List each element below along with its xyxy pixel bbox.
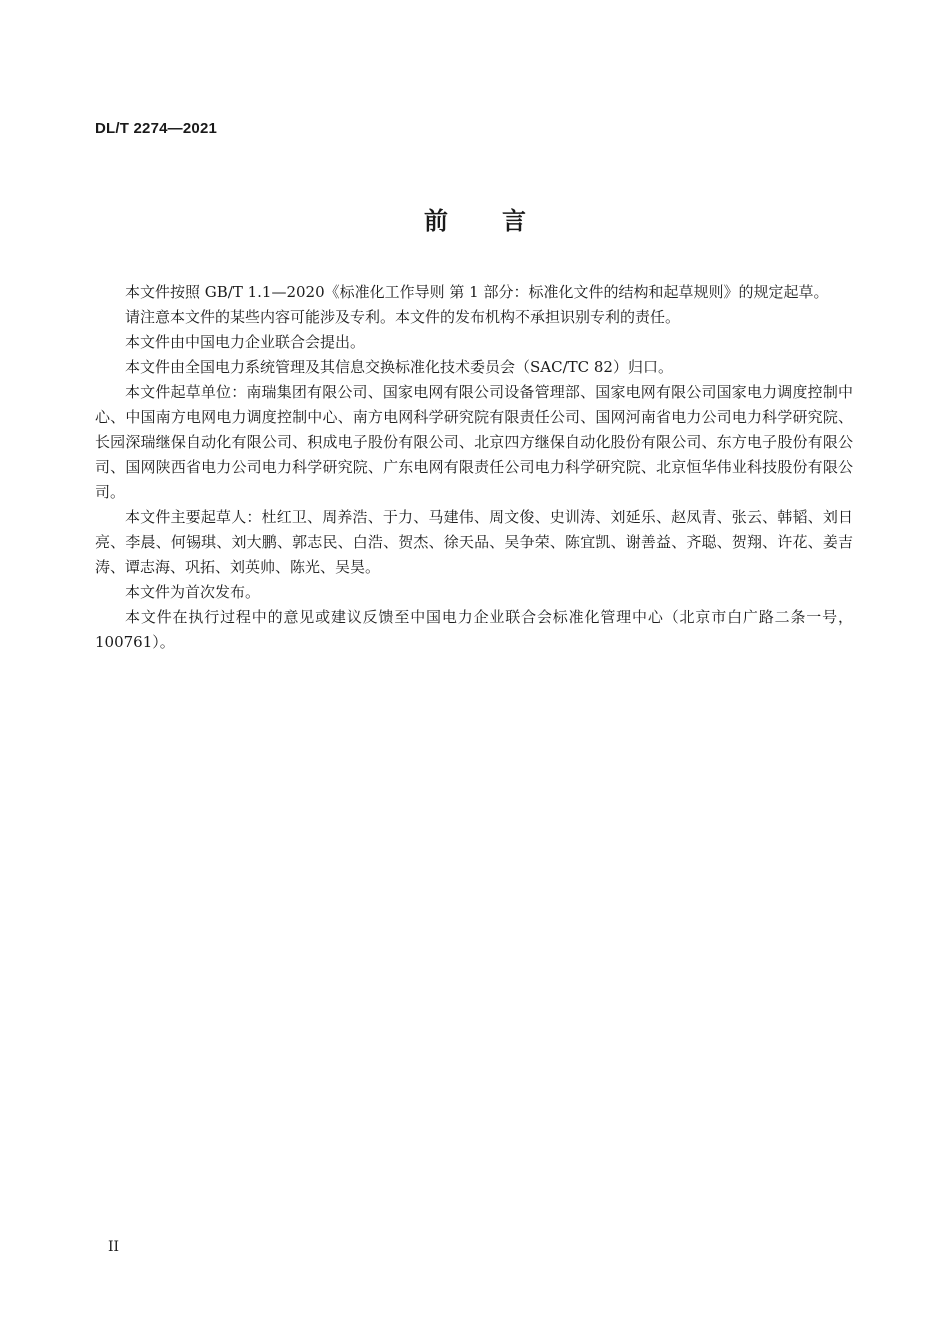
page-number: II [108, 1239, 120, 1255]
paragraph-patent-notice: 请注意本文件的某些内容可能涉及专利。本文件的发布机构不承担识别专利的责任。 [125, 308, 681, 326]
paragraph-first-release: 本文件为首次发布。 [125, 583, 261, 601]
document-code: DL/T 2274—2021 [95, 120, 218, 137]
paragraph-feedback-contact: 本文件在执行过程中的意见或建议反馈至中国电力企业联合会标准化管理中心（北京市白广路二条一号，100761）。 [95, 608, 853, 651]
paragraph-main-drafters: 本文件主要起草人：杜红卫、周养浩、于力、马建伟、周文俊、史训涛、刘延乐、赵凤青、张云、韩韬、刘日亮、李晨、何锡琪、刘大鹏、郭志民、白浩、贺杰、徐天品、吴争荣、陈宜凯、谢善益、齐聪、贺翔、许花、姜吉涛、谭志海、巩拓、刘英帅、陈光、吴昊。 [95, 508, 853, 576]
section-title [0, 201, 950, 236]
paragraph-drafting-rules: 本文件按照 GB/T 1.1—2020《标准化工作导则 第 1 部分：标准化文件的结构和起草规则》的规定起草。 [125, 283, 829, 301]
paragraph-proposer: 本文件由中国电力企业联合会提出。 [125, 333, 366, 351]
title-char-2: 言 [502, 207, 526, 235]
document-body [95, 280, 853, 655]
paragraph-technical-committee: 本文件由全国电力系统管理及其信息交换标准化技术委员会（SAC/TC 82）归口。 [125, 358, 673, 376]
paragraph-drafting-organizations: 本文件起草单位：南瑞集团有限公司、国家电网有限公司设备管理部、国家电网有限公司国家电力调度控制中心、中国南方电网电力调度控制中心、南方电网科学研究院有限责任公司、国网河南省电力公司电力科学研究院、长园深瑞继保自动化有限公司、积成电子股份有限公司、北京四方继保自动化股份有限公司、东方电子股份有限公司、国网陕西省电力公司电力科学研究院、广东电网有限责任公司电力科学研究院、北京恒华伟业科技股份有限公司。 [95, 383, 853, 501]
title-char-1: 前 [424, 207, 448, 235]
